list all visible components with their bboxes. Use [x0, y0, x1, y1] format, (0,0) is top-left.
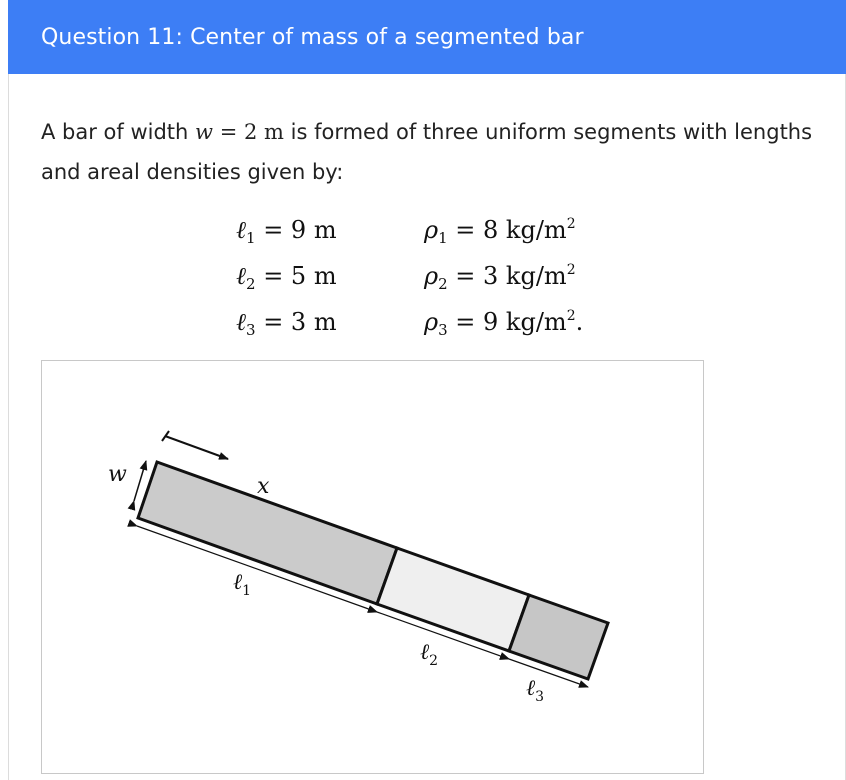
- intro-prefix: A bar of width: [41, 120, 189, 144]
- length-equation: ℓ$_3$ = 3 m: [236, 307, 337, 339]
- density-equation: $\rho_3 = 9$ $kg/m^2$.: [424, 307, 584, 339]
- equation-row: [236, 300, 644, 346]
- width-expression: [195, 120, 284, 144]
- length-equation: ℓ$_1$ = 9 m: [236, 215, 337, 247]
- x-arrow: [165, 436, 228, 459]
- bar-diagram: [42, 361, 703, 773]
- bar-figure: [41, 360, 704, 774]
- width-variable: w: [195, 120, 214, 144]
- l1-label: ℓ$_1$: [233, 570, 252, 599]
- density-equation: $\rho_1 = 8$ $kg/m^2$: [424, 215, 576, 247]
- intro-suffix: is formed of three uniform segments with lengths and areal densities given by:: [41, 120, 813, 184]
- question-title: Question 11: Center of mass of a segmented bar: [41, 24, 584, 50]
- equation-row: [236, 254, 644, 300]
- width-value: = 2 m: [219, 120, 284, 144]
- l3-label: ℓ$_3$: [526, 676, 545, 705]
- segment-2: [377, 548, 529, 651]
- equation-row: [236, 208, 644, 254]
- problem-statement: [41, 112, 821, 192]
- x-label: x: [257, 474, 270, 499]
- segment-3: [509, 595, 608, 679]
- width-arrow: [134, 461, 146, 501]
- width-label: w: [108, 462, 127, 487]
- length-equation: ℓ$_2$ = 5 m: [236, 261, 337, 293]
- density-equation: $\rho_2 = 3$ $kg/m^2$: [424, 261, 576, 293]
- given-values: [236, 208, 644, 346]
- l2-label: ℓ$_2$: [420, 640, 439, 669]
- question-header: [8, 0, 846, 74]
